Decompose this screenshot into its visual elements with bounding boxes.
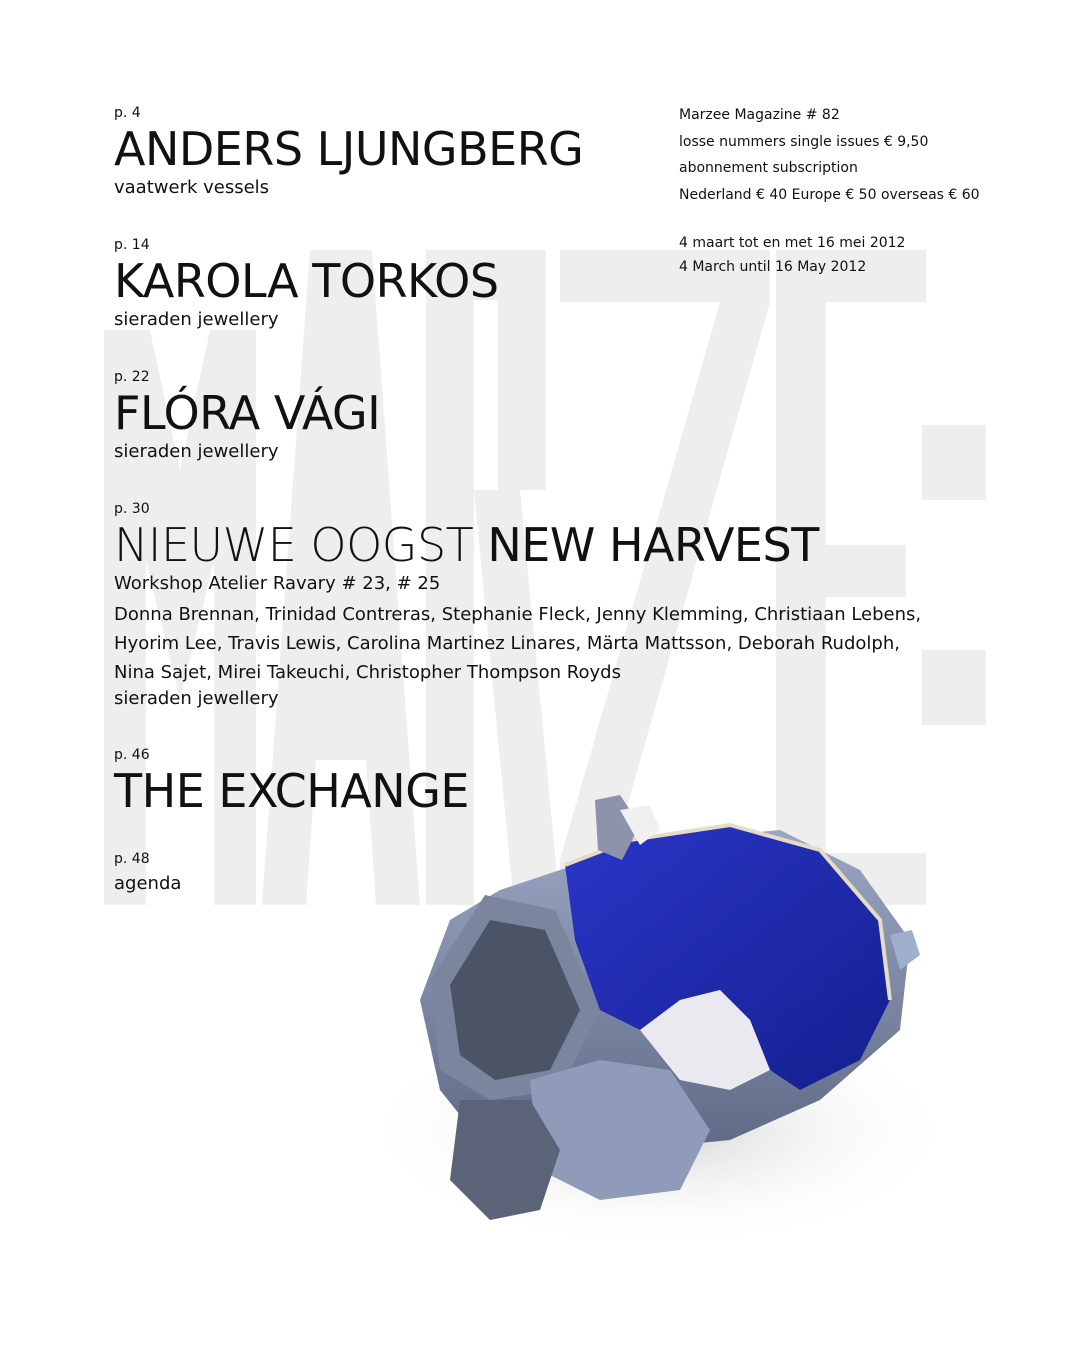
toc-entry-agenda[interactable] [114,850,181,896]
page-reference: p. 14 [114,237,150,253]
page-reference: p. 48 [114,851,150,867]
magazine-issue: Marzee Magazine # 82 [679,107,840,123]
entry-title-dutch: NIEUWE OOGST [114,518,474,572]
page-reference: p. 22 [114,369,150,385]
entry-subtitle: sieraden jewellery [114,309,279,330]
exhibition-dates-dutch: 4 maart tot en met 16 mei 2012 [679,235,906,251]
exhibition-dates-english: 4 March until 16 May 2012 [679,258,867,275]
page-reference: p. 30 [114,501,150,517]
entry-title: THE EXCHANGE [114,764,469,818]
workshop-line: Workshop Atelier Ravary # 23, # 25 [114,573,441,594]
page-reference: p. 46 [114,747,150,763]
entry-title: KAROLA TORKOS [114,254,499,308]
toc-entry-flora-vagi[interactable] [114,368,380,464]
names-line: Nina Sajet, Mirei Takeuchi, Christopher Thompson Royds [114,662,621,683]
participant-names [114,600,921,687]
entry-title-english: NEW HARVEST [487,518,819,572]
subscription-label: abonnement subscription [679,160,858,176]
toc-entry-anders-ljungberg[interactable] [114,104,583,200]
single-issue-price: losse nummers single issues € 9,50 [679,133,929,150]
entry-subtitle: vaatwerk vessels [114,177,270,198]
entry-title: FLÓRA VÁGI [114,386,381,440]
subscription-prices: Nederland € 40 Europe € 50 overseas € 60 [679,186,980,203]
magazine-info [679,102,999,280]
entry-subtitle: sieraden jewellery [114,441,279,462]
entry-title [114,518,921,572]
names-line: Hyorim Lee, Travis Lewis, Carolina Martinez Linares, Märta Mattsson, Deborah Rudolph, [114,633,900,654]
toc-entry-new-harvest[interactable] [114,500,921,711]
entry-title: ANDERS LJUNGBERG [114,122,584,176]
toc-entry-karola-torkos[interactable] [114,236,499,332]
jewellery-photo [300,770,1000,1290]
spacer [679,208,999,230]
names-line: Donna Brennan, Trinidad Contreras, Stephanie Fleck, Jenny Klemming, Christiaan Lebens, [114,604,922,625]
entry-subtitle: agenda [114,873,182,894]
page-reference: p. 4 [114,105,141,121]
toc-entry-the-exchange[interactable] [114,746,469,818]
entry-subtitle: sieraden jewellery [114,688,279,709]
